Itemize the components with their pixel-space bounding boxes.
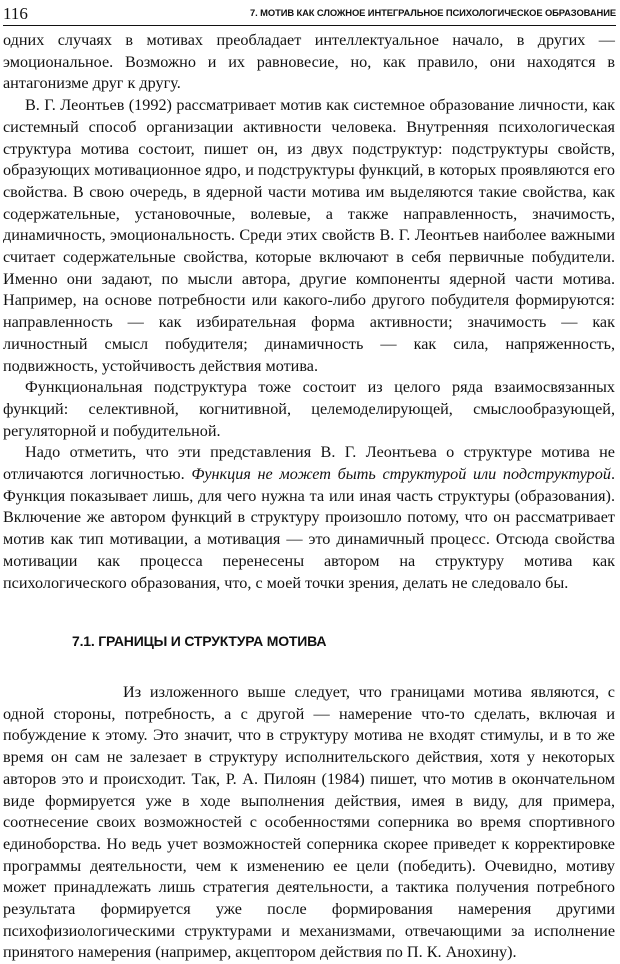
running-header <box>3 4 616 24</box>
header-rule <box>3 25 616 26</box>
body-text-lower <box>3 682 615 964</box>
paragraph-text: . Функция показывает лишь, для чего нужна та или иная часть структуры (образования). Включение же автором функций в структуру произошло потому, что он рассматривает мотив как тип мотивации, а мотивация — это динамичный процесс. Отсюда свойства мотивации как процесса перенесены автором на структуру мотива как психологического образования, что, с моей точки зрения, делать не следовало бы. <box>3 465 615 592</box>
paragraph: одних случаях в мотивах преобладает интеллектуальное начало, в других — эмоциональное. Возможно и их равновесие, но, как правило, они находятся в антагонизме друг к другу. <box>3 31 615 93</box>
page-number: 116 <box>3 4 28 23</box>
paragraph-text: Надо отметить, что эти представления В. Г. Леонтьева о структуре мотива не отличаются логичностью. <box>3 443 615 484</box>
section-heading: 7.1. ГРАНИЦЫ И СТРУКТУРА МОТИВА <box>72 633 327 649</box>
paragraph: Функциональная подструктура тоже состоит из целого ряда взаимосвязанных функций: селективной, когнитивной, целемоделирующей, смыслообразующей, регуляторной и побудительной. <box>3 378 615 440</box>
emphasized-text: Функция не может быть структурой или подструктурой <box>191 465 611 484</box>
paragraph <box>3 442 615 594</box>
paragraph: Из изложенного выше следует, что границами мотива являются, с одной стороны, потребность, а с другой — намерение что-то сделать, включая и побуждение к этому. Это значит, что в структуру мотива не входят стимулы, и в то же время он сам не залезает в структуру исполнительского действия, хотя у некоторых авторов это и происходит. Так, Р. А. Пилоян (1984) пишет, что мотив в окончательном виде формируется уже в ходе выполнения действия, имея в виду, для примера, соотнесение своих возможностей с особенностями соперника во время спортивного единоборства. Но ведь учет возможностей соперника скорее приведет к корректировке программы деятельности, чем к изменению ее цели (победить). Очевидно, мотиву может принадлежать лишь стратегия деятельности, а тактика получения потребного результата формируется уже после формирования намерения другими психофизиологическими структурами и механизмами, отвечающими за исполнение принятого намерения (например, акцептором действия по П. К. Анохину). <box>3 683 615 962</box>
body-text-upper <box>3 30 615 594</box>
paragraph: В. Г. Леонтьев (1992) рассматривает мотив как системное образование личности, как системный способ организации активности человека. Внутренняя психологическая структура мотива состоит, пишет он, из двух подструктур: подструктуры свойств, образующих мотивационное ядро, и подструктуры функций, в которых проявляются его свойства. В свою очередь, в ядерной части мотива им выделяются такие свойства, как содержательные, установочные, волевые, а также направленность, значимость, динамичность, эмоциональность. Среди этих свойств В. Г. Леонтьев наиболее важными считает содержательные свойства, которые включают в себя первичные побудители. Именно они задают, по мысли автора, другие компоненты ядерной части мотива. Например, на основе потребности или какого-либо другого побудителя формируются: направленность — как избирательная форма активности; значимость — как личностный смысл побудителя; динамичность — как сила, напряженность, подвижность, устойчивость действия мотива. <box>3 96 615 375</box>
chapter-title: 7. МОТИВ КАК СЛОЖНОЕ ИНТЕГРАЛЬНОЕ ПСИХОЛОГИЧЕСКОЕ ОБРАЗОВАНИЕ <box>250 7 616 18</box>
